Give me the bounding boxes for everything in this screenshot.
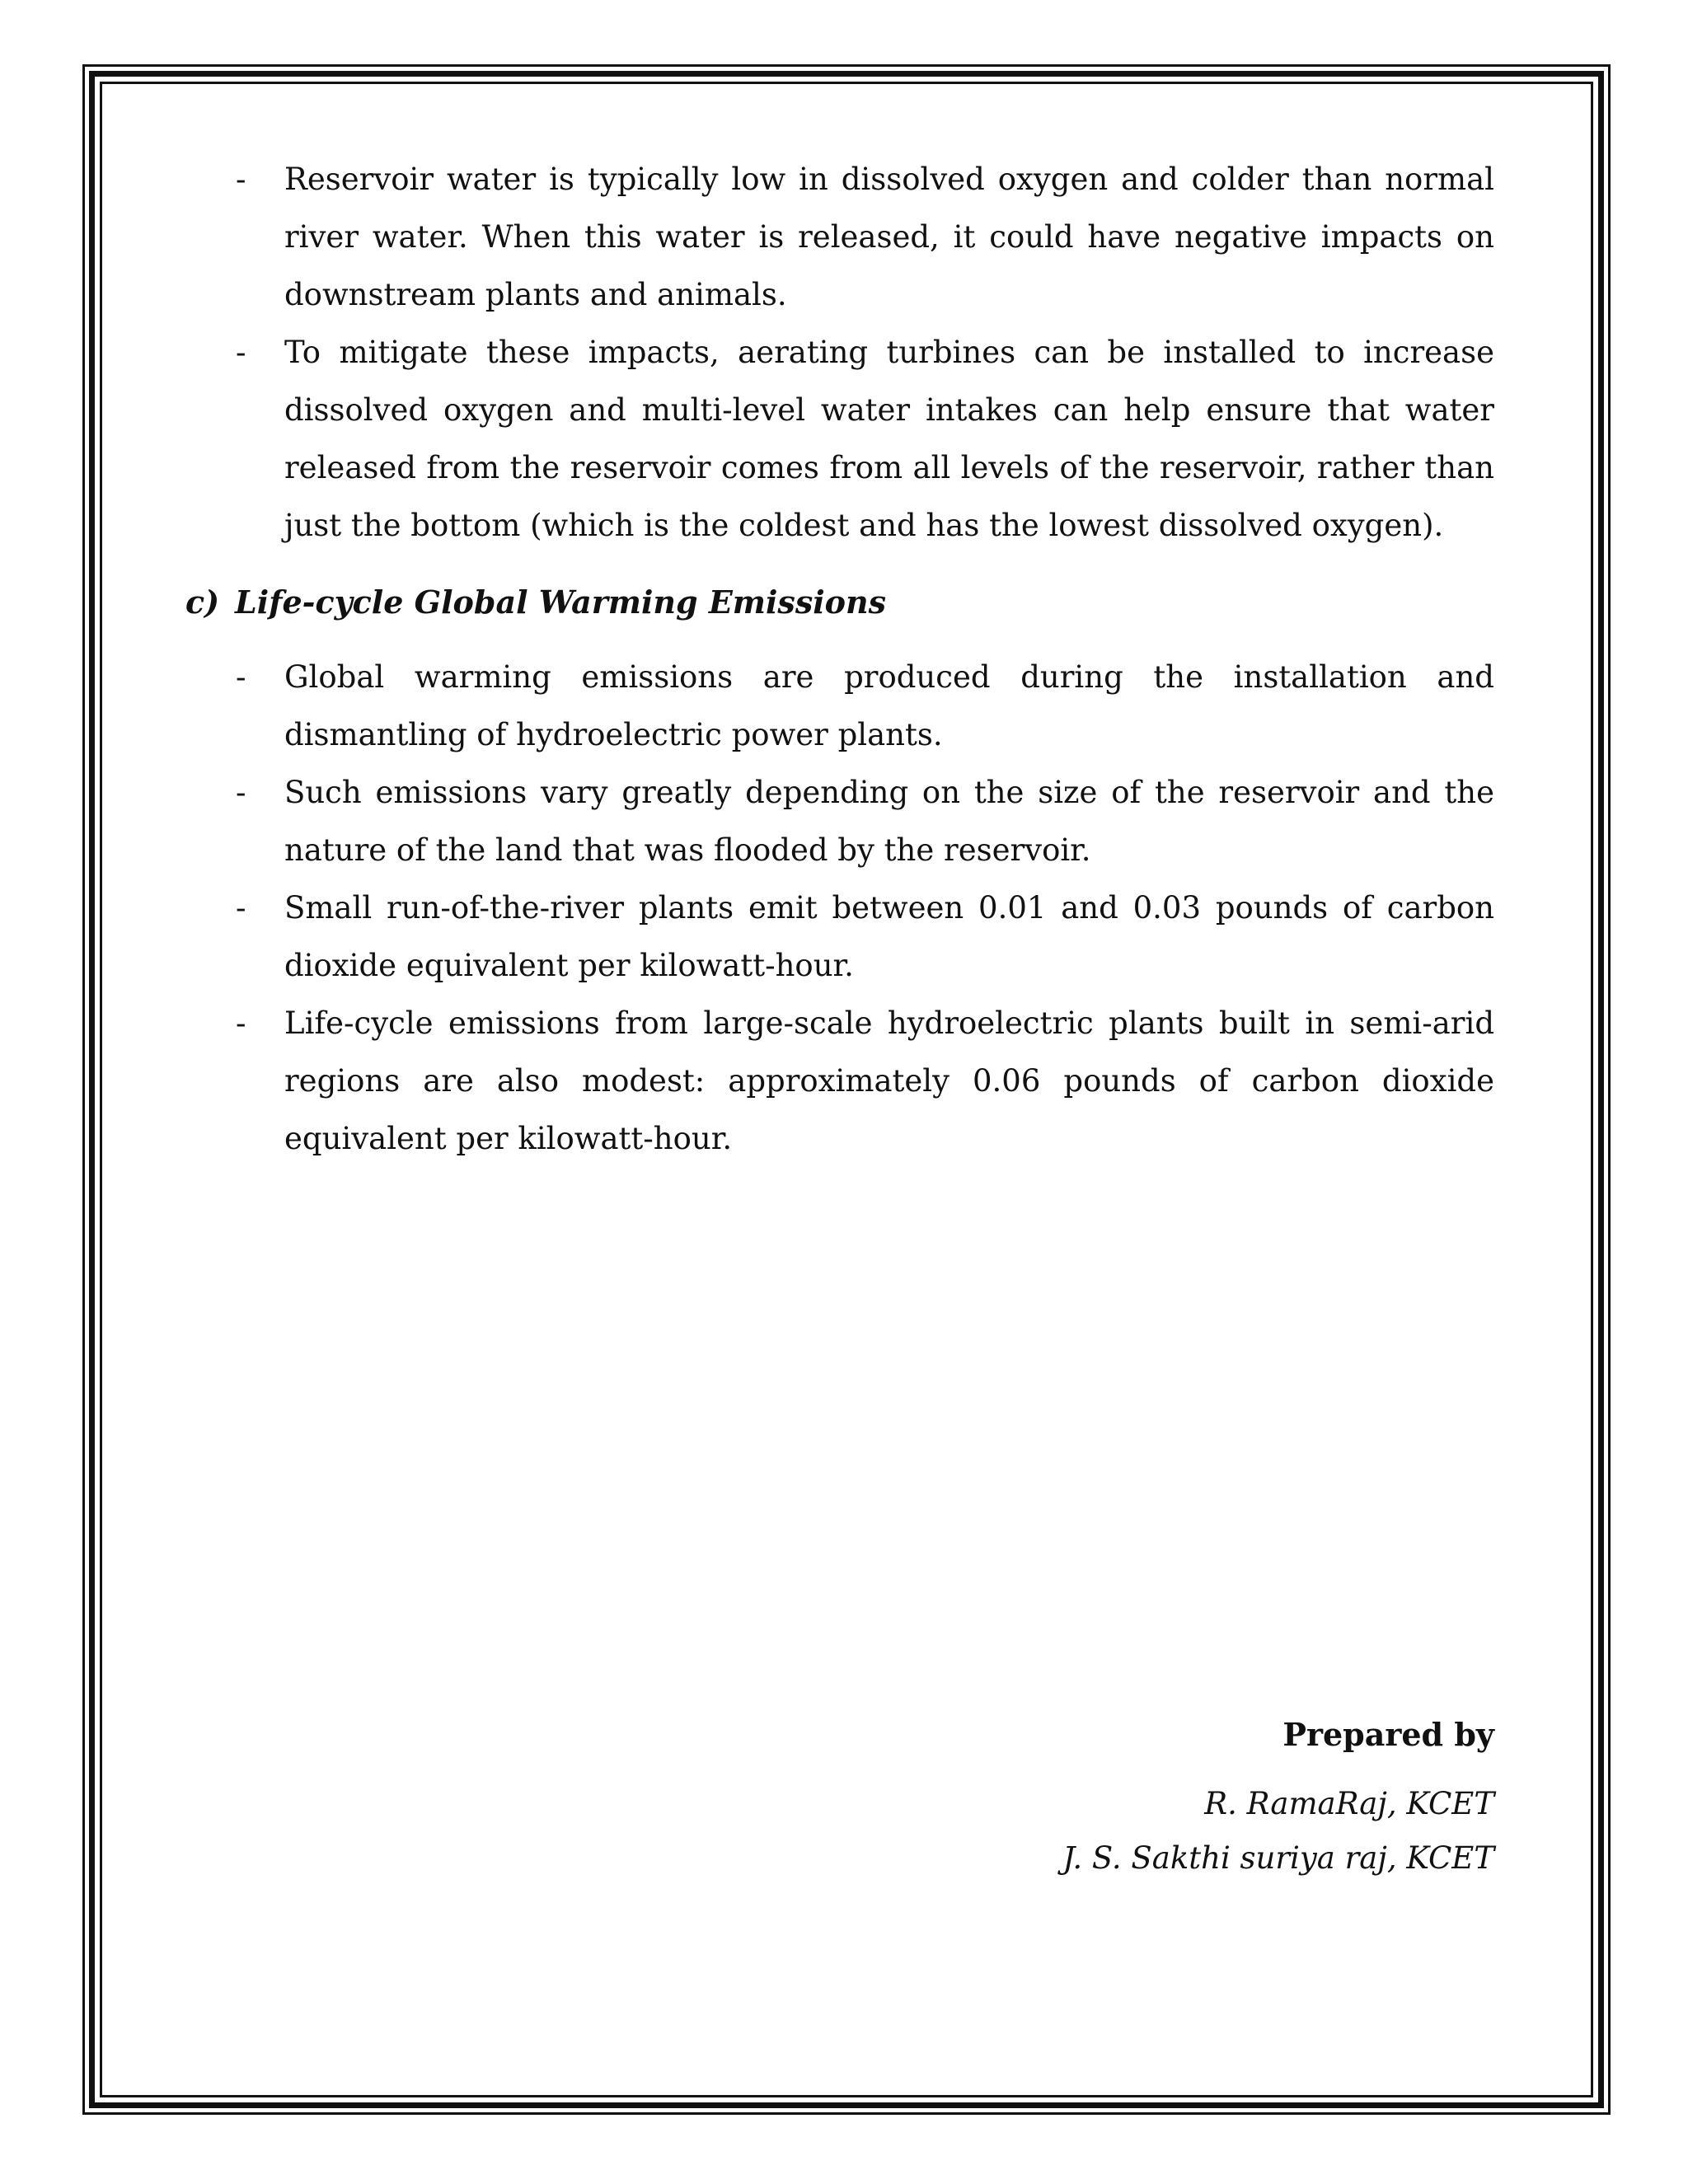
top-bullet-list <box>0 151 1688 555</box>
list-item <box>0 764 1688 879</box>
bullet-text: Life-cycle emissions from large-scale hydroelectric plants built in semi-arid regions are also modest: approximately 0.06 pounds of carbon dioxide equivalent per kilowatt-hour. <box>284 1005 1494 1156</box>
bullet-text: Global warming emissions are produced during the installation and dismantling of hydroelectric power plants. <box>284 659 1494 752</box>
bullet-dash: - <box>236 1005 246 1041</box>
section-label: c) <box>185 583 220 621</box>
bullet-text: Reservoir water is typically low in dissolved oxygen and colder than normal river water. When this water is released, it could have negative impacts on downstream plants and animals. <box>284 162 1494 312</box>
bullet-dash: - <box>236 162 246 197</box>
list-item <box>0 151 1688 324</box>
bullet-dash: - <box>236 659 246 695</box>
author-name: J. S. Sakthi suriya raj, KCET <box>1062 1840 1494 1876</box>
bullet-dash: - <box>236 890 246 926</box>
bullet-text: Small run-of-the-river plants emit between 0.01 and 0.03 pounds of carbon dioxide equivalent per kilowatt-hour. <box>284 890 1494 983</box>
list-item <box>0 649 1688 764</box>
prepared-by-title: Prepared by <box>1282 1716 1494 1753</box>
bullet-dash: - <box>236 335 246 370</box>
section-bullet-list <box>0 649 1688 1168</box>
author-name: R. RamaRaj, KCET <box>1204 1786 1494 1821</box>
bullet-text: To mitigate these impacts, aerating turbines can be installed to increase dissolved oxygen and multi-level water intakes can help ensure that water released from the reservoir comes from all levels of the reservoir, rather than just the bottom (which is the coldest and has the lowest dissolved oxygen). <box>284 335 1494 543</box>
prepared-by-block <box>1062 1706 1494 1886</box>
list-item <box>0 324 1688 555</box>
section-heading <box>185 574 886 631</box>
bullet-dash: - <box>236 775 246 810</box>
list-item <box>0 879 1688 995</box>
bullet-text: Such emissions vary greatly depending on the size of the reservoir and the nature of the land that was flooded by the reservoir. <box>284 775 1494 868</box>
section-title: Life-cycle Global Warming Emissions <box>235 583 887 621</box>
list-item <box>0 995 1688 1168</box>
